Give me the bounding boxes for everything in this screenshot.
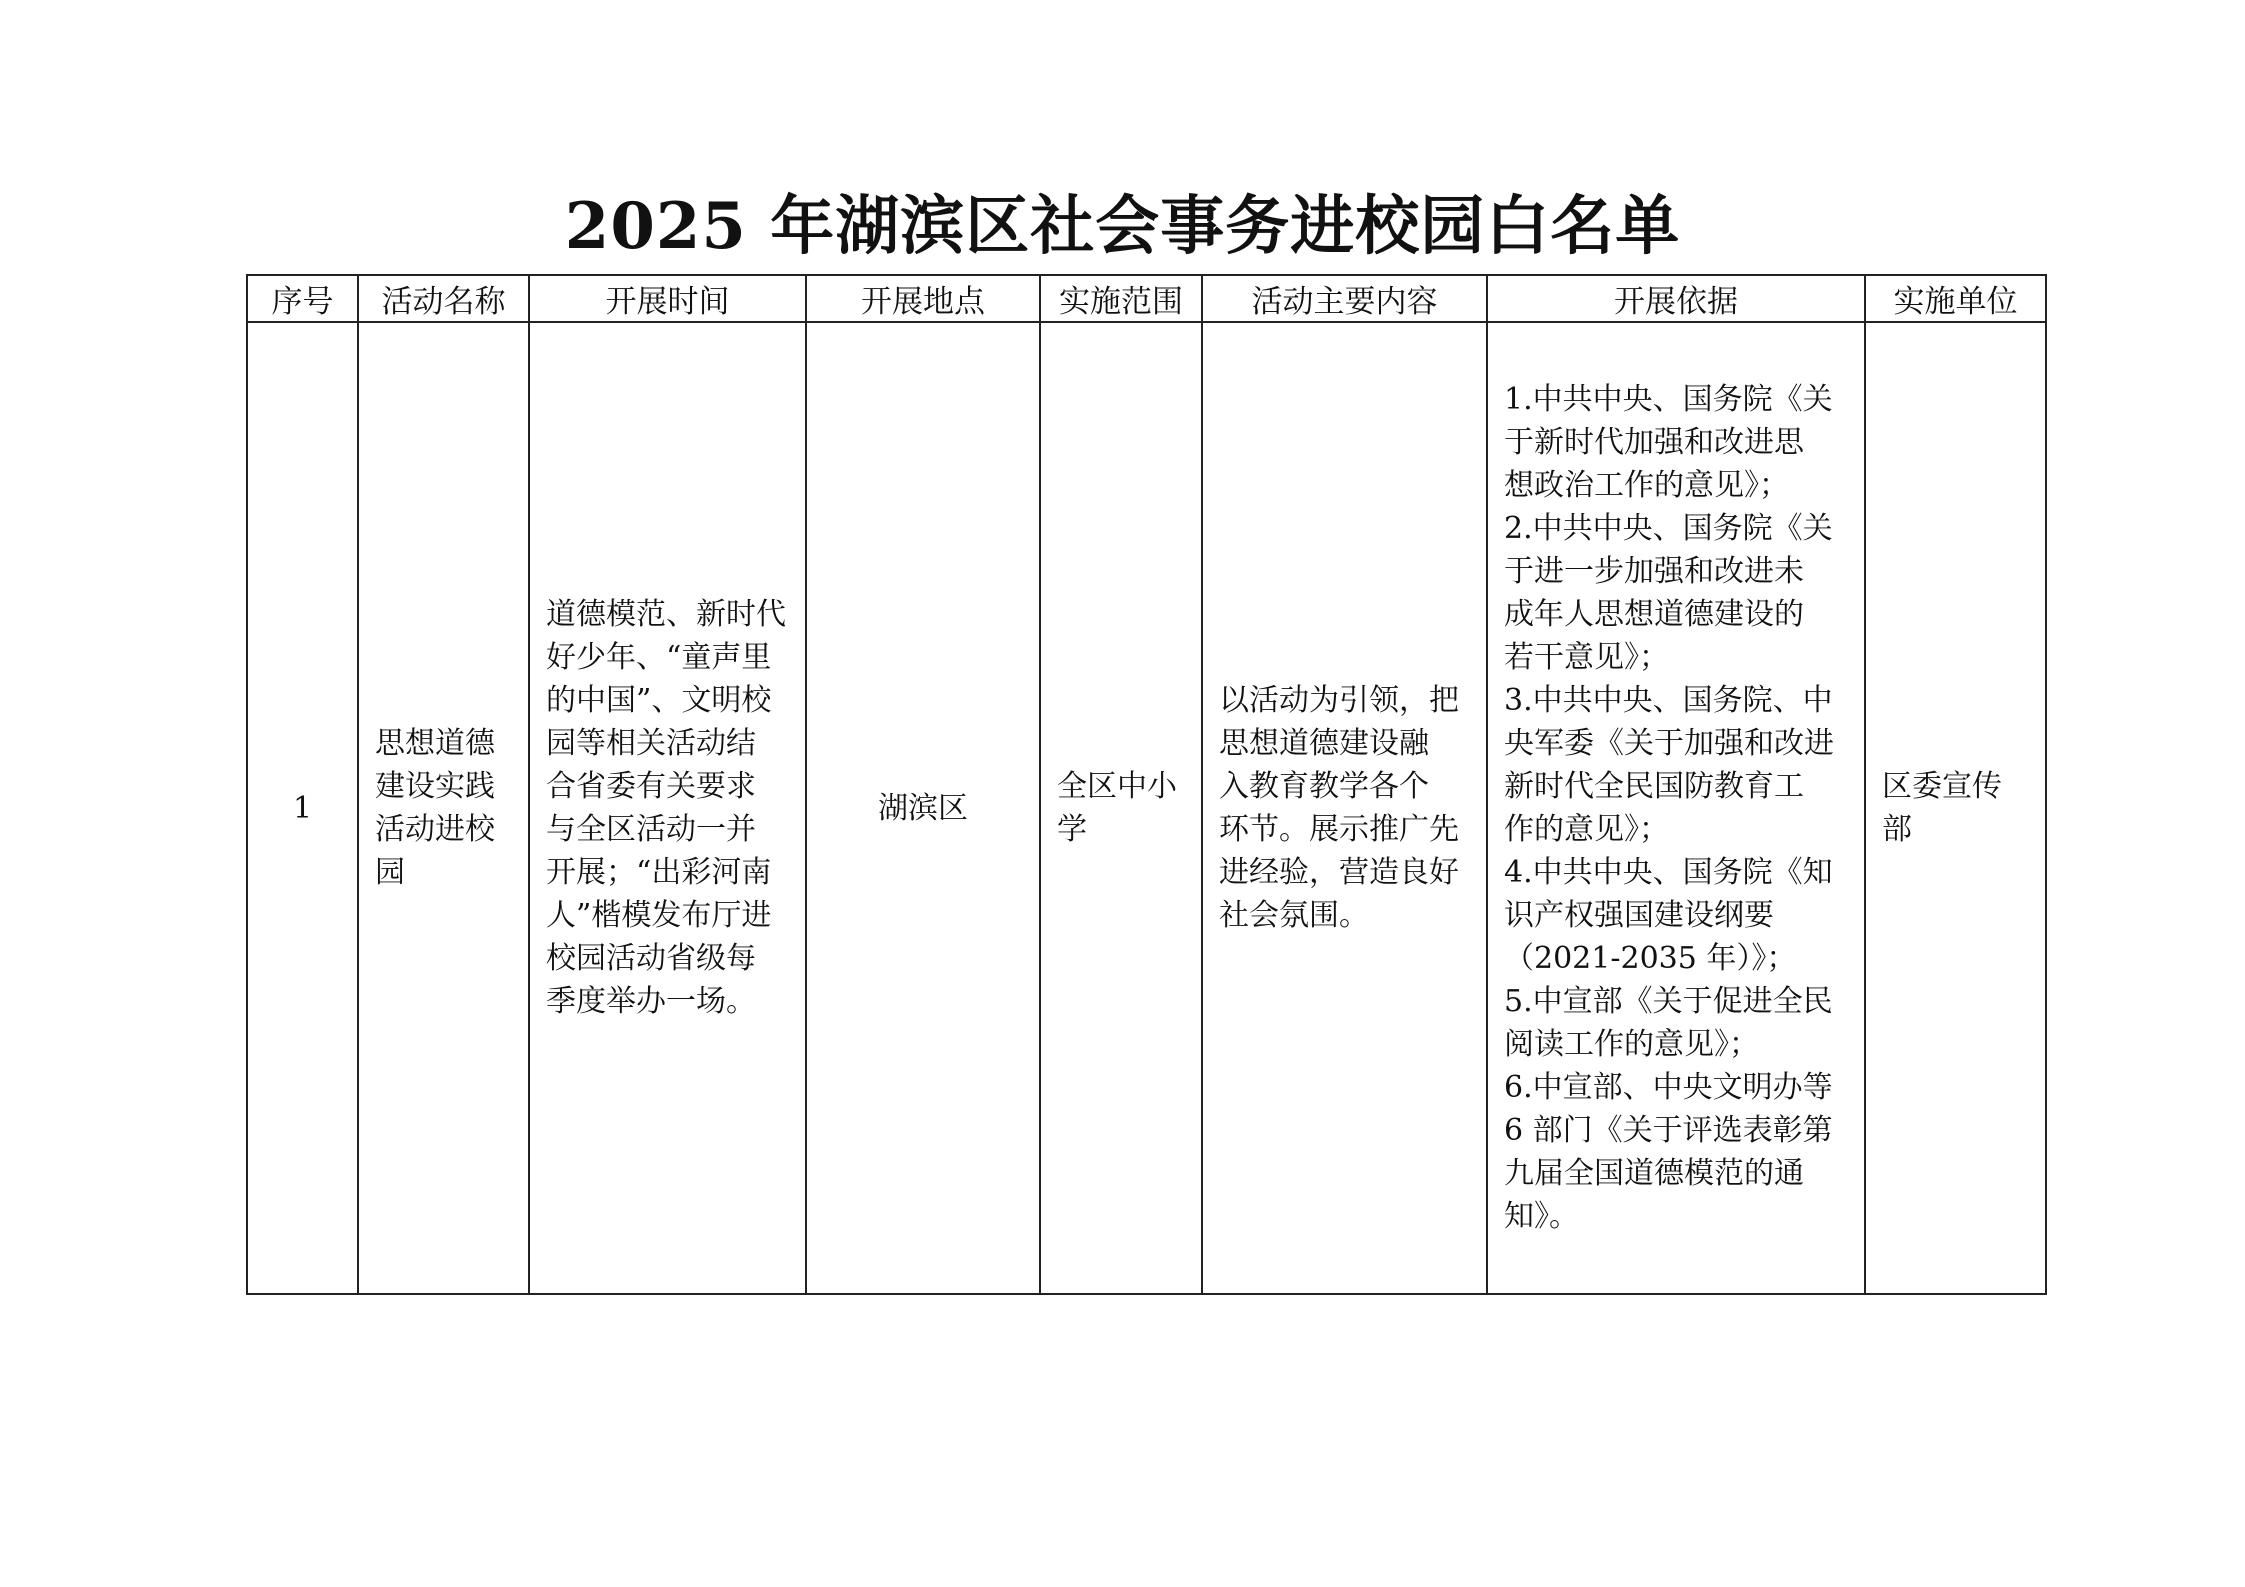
cell-unit-wrap [1865, 322, 2046, 1294]
header-index: 序号 [247, 275, 358, 322]
header-location: 开展地点 [806, 275, 1040, 322]
cell-content-wrap [1202, 322, 1487, 1294]
document-title: 2025 年湖滨区社会事务进校园白名单 [564, 189, 1681, 264]
cell-unit: 区委宣传 部 [1882, 769, 2002, 847]
cell-index-wrap [247, 322, 358, 1294]
whitelist-table [246, 274, 2047, 1295]
cell-content: 以活动为引领，把 思想道德建设融 入教育教学各个 环节。展示推广先 进经验，营造良好 社会氛围。 [1219, 683, 1459, 933]
cell-time: 道德模范、新时代 好少年、“童声里 的中国”、文明校 园等相关活动结 合省委有关要求 与全区活动一并 开展；“出彩河南 人”楷模发布厅进 校园活动省级每 季度举办一场。 [546, 597, 786, 1019]
header-basis: 开展依据 [1487, 275, 1865, 322]
header-activity-name: 活动名称 [358, 275, 529, 322]
cell-location: 湖滨区 [878, 790, 968, 826]
header-scope: 实施范围 [1040, 275, 1202, 322]
cell-time-wrap [529, 322, 806, 1294]
header-time: 开展时间 [529, 275, 806, 322]
cell-activity-name: 思想道德 建设实践 活动进校 园 [375, 726, 495, 890]
header-unit: 实施单位 [1865, 275, 2046, 322]
cell-basis: 1.中共中央、国务院《关 于新时代加强和改进思 想政治工作的意见》； 2.中共中央、国务院《关 于进一步加强和改进未 成年人思想道德建设的 若干意见》； 3.中共中央、国务院、中 央军委《关于加强和改进 新时代全民国防教育工 作的意见》； 4.中共中央、国务院《知 识产权强国建设纲要 （2021-2035 年）》； 5.中宣部《关于促进全民 阅读工作的意见》； 6.中宣部、中央文明办等 6 部门《关于评选表彰第 九届全国道德模范的通 知》。 [1504, 382, 1834, 1234]
cell-index: 1 [292, 790, 313, 826]
header-content: 活动主要内容 [1202, 275, 1487, 322]
table-row [247, 322, 2046, 1294]
cell-scope-wrap [1040, 322, 1202, 1294]
cell-basis-wrap [1487, 322, 1865, 1294]
cell-activity-name-wrap [358, 322, 529, 1294]
table-header-row [247, 275, 2046, 322]
cell-location-wrap [806, 322, 1040, 1294]
cell-scope: 全区中小 学 [1057, 769, 1177, 847]
